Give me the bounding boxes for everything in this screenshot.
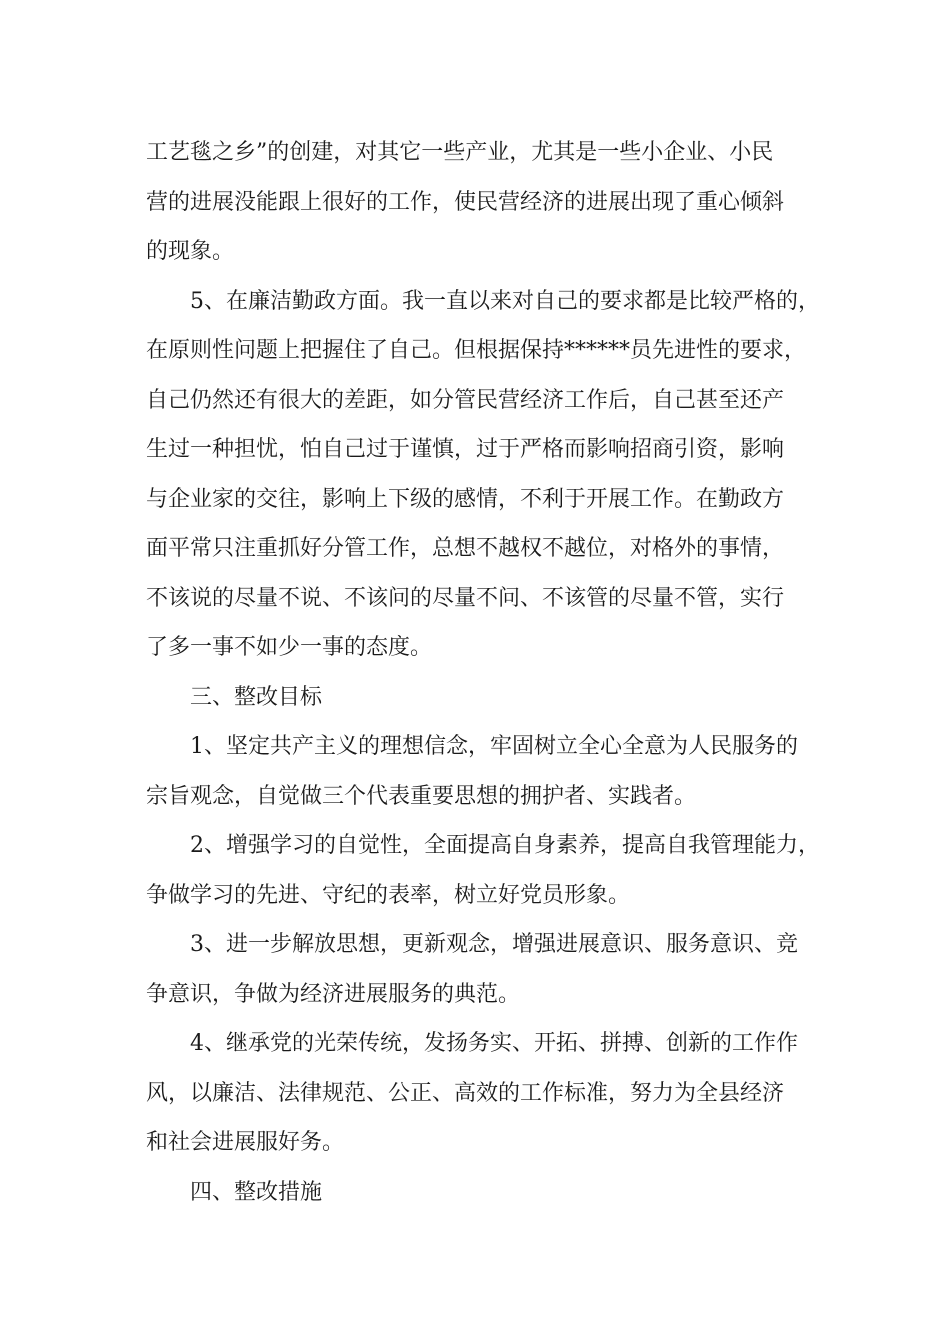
paragraph-goal-1: [146, 722, 808, 821]
text-line: 了多一事不如少一事的态度。: [146, 635, 433, 660]
paragraph-goal-4: [146, 1019, 808, 1168]
text-line: 3、进一步解放思想，更新观念，增强进展意识、服务意识、竞: [190, 932, 798, 957]
text-line: 在原则性问题上把握住了自己。但根据保持******员先进性的要求，: [146, 338, 807, 363]
paragraph-heading-3: [146, 673, 808, 723]
text-line: 风，以廉洁、法律规范、公正、高效的工作标准，努力为全县经济: [146, 1080, 785, 1106]
text-line: 5、在廉洁勤政方面。我一直以来对自己的要求都是比较严格的，: [190, 288, 820, 314]
paragraph-heading-4: [146, 1168, 808, 1218]
text-line: 不该说的尽量不说、不该问的尽量不问、不该管的尽量不管，实行: [146, 585, 785, 611]
text-line: 四、整改措施: [190, 1179, 323, 1205]
paragraph-goal-3: [146, 920, 808, 1019]
text-line: 4、继承党的光荣传统，发扬务实、开拓、拼搏、创新的工作作: [190, 1031, 798, 1056]
paragraph-goal-2: [146, 821, 820, 920]
paragraph-point-5: [146, 277, 820, 673]
text-line: 和社会进展服好务。: [146, 1130, 345, 1155]
document-body: [146, 128, 820, 1217]
text-line: 2、增强学习的自觉性，全面提高自身素养，提高自我管理能力，: [190, 833, 820, 858]
text-line: 的现象。: [146, 239, 235, 264]
text-line: 工艺毯之乡”的创建，对其它一些产业，尤其是一些小企业、小民: [146, 140, 774, 165]
text-line: 三、整改目标: [190, 684, 323, 710]
text-line: 营的进展没能跟上很好的工作，使民营经济的进展出现了重心倾斜: [146, 189, 785, 215]
text-line: 自己仍然还有很大的差距，如分管民营经济工作后，自己甚至还产: [146, 387, 785, 413]
text-line: 1、坚定共产主义的理想信念，牢固树立全心全意为人民服务的: [190, 734, 798, 759]
text-line: 争意识，争做为经济进展服务的典范。: [146, 981, 521, 1007]
text-line: 争做学习的先进、守纪的表率，树立好党员形象。: [146, 882, 631, 908]
text-line: 面平常只注重抓好分管工作，总想不越权不越位，对格外的事情，: [146, 536, 785, 561]
text-line: 宗旨观念，自觉做三个代表重要思想的拥护者、实践者。: [146, 783, 697, 809]
text-line: 生过一种担忧，怕自己过于谨慎，过于严格而影响招商引资，影响: [146, 437, 785, 462]
paragraph-continuation: [146, 128, 808, 277]
text-line: 与企业家的交往，影响上下级的感情，不利于开展工作。在勤政方: [146, 486, 785, 512]
